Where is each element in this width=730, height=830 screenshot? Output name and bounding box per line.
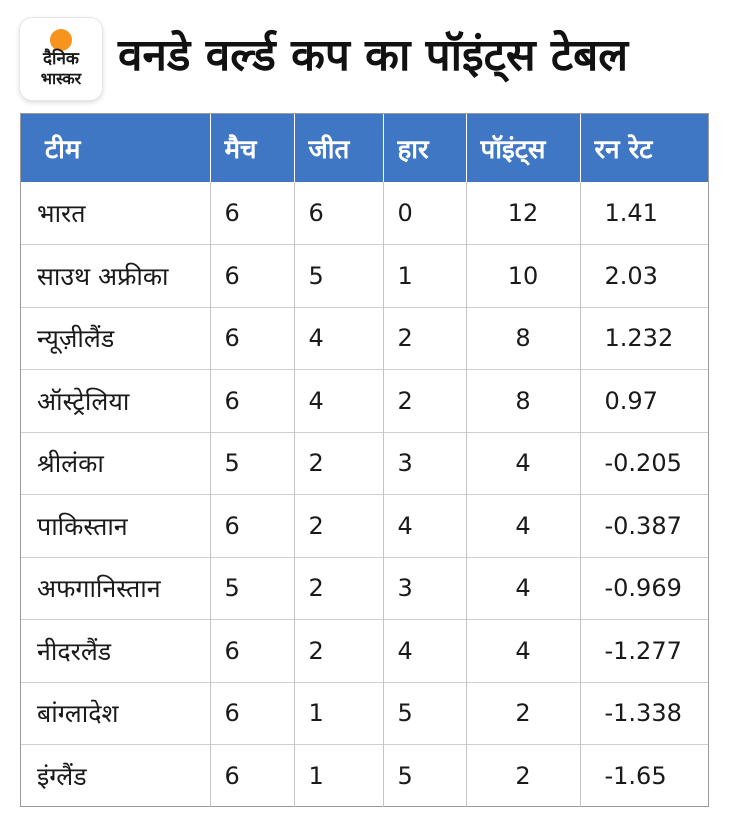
cell-team-name: अफगानिस्तान: [21, 557, 210, 620]
cell-net-run-rate: 2.03: [580, 245, 708, 308]
table-row: [21, 245, 708, 308]
cell-lost: 5: [383, 745, 466, 808]
cell-team-name: नीदरलैंड: [21, 620, 210, 683]
cell-points: 4: [466, 495, 580, 558]
cell-points: 4: [466, 557, 580, 620]
cell-points: 2: [466, 745, 580, 808]
table-row: [21, 745, 708, 808]
cell-matches: 5: [210, 557, 294, 620]
cell-net-run-rate: -0.205: [580, 432, 708, 495]
cell-won: 2: [294, 432, 383, 495]
cell-net-run-rate: 1.232: [580, 307, 708, 370]
cell-matches: 5: [210, 432, 294, 495]
page-title: वनडे वर्ल्ड कप का पॉइंट्स टेबल: [118, 30, 629, 81]
cell-net-run-rate: 0.97: [580, 370, 708, 433]
cell-matches: 6: [210, 370, 294, 433]
cell-points: 12: [466, 182, 580, 245]
table-header-row: [21, 114, 708, 182]
cell-won: 2: [294, 620, 383, 683]
cell-team-name: साउथ अफ्रीका: [21, 245, 210, 308]
cell-lost: 3: [383, 432, 466, 495]
table-row: [21, 182, 708, 245]
sun-icon: [50, 29, 72, 51]
cell-team-name: भारत: [37, 199, 86, 228]
cell-matches: 6: [210, 682, 294, 745]
logo-text-line2: भास्कर: [40, 69, 82, 88]
table-row: [21, 370, 708, 433]
cell-won: 4: [294, 370, 383, 433]
cell-points: 2: [466, 682, 580, 745]
cell-points: 8: [466, 307, 580, 370]
cell-team-name: बांग्लादेश: [21, 682, 210, 745]
col-header-team: टीम: [45, 135, 81, 165]
cell-points: 10: [466, 245, 580, 308]
col-header-lost: हार: [383, 114, 466, 182]
cell-lost: 2: [383, 307, 466, 370]
cell-net-run-rate: -1.338: [580, 682, 708, 745]
table-body: [21, 182, 708, 807]
dainik-bhaskar-logo: [20, 18, 102, 100]
cell-won: 2: [294, 557, 383, 620]
cell-lost: 5: [383, 682, 466, 745]
col-header-points: पॉइंट्स: [466, 114, 580, 182]
table-row: [21, 495, 708, 558]
points-table: [20, 113, 709, 807]
cell-net-run-rate: -1.277: [580, 620, 708, 683]
cell-matches: 6: [210, 745, 294, 808]
cell-net-run-rate: 1.41: [580, 182, 708, 245]
table-row: [21, 682, 708, 745]
cell-lost: 0: [383, 182, 466, 245]
cell-won: 6: [294, 182, 383, 245]
cell-net-run-rate: -0.387: [580, 495, 708, 558]
cell-team-name: ऑस्ट्रेलिया: [21, 370, 210, 433]
cell-lost: 1: [383, 245, 466, 308]
cell-lost: 4: [383, 620, 466, 683]
cell-won: 4: [294, 307, 383, 370]
cell-matches: 6: [210, 182, 294, 245]
cell-won: 2: [294, 495, 383, 558]
cell-net-run-rate: -0.969: [580, 557, 708, 620]
cell-matches: 6: [210, 307, 294, 370]
cell-won: 1: [294, 745, 383, 808]
cell-team-name: न्यूज़ीलैंड: [21, 307, 210, 370]
table-row: [21, 307, 708, 370]
cell-team-name: श्रीलंका: [21, 432, 210, 495]
col-header-won: जीत: [294, 114, 383, 182]
cell-lost: 3: [383, 557, 466, 620]
cell-points: 8: [466, 370, 580, 433]
table-row: [21, 620, 708, 683]
table-row: [21, 432, 708, 495]
table-row: [21, 557, 708, 620]
cell-team-name: पाकिस्तान: [21, 495, 210, 558]
cell-points: 4: [466, 620, 580, 683]
cell-matches: 6: [210, 620, 294, 683]
cell-won: 5: [294, 245, 383, 308]
cell-lost: 2: [383, 370, 466, 433]
cell-matches: 6: [210, 245, 294, 308]
logo-text-line1: दैनिक: [43, 49, 79, 69]
cell-lost: 4: [383, 495, 466, 558]
cell-points: 4: [466, 432, 580, 495]
cell-matches: 6: [210, 495, 294, 558]
col-header-net-run-rate: रन रेट: [580, 114, 708, 182]
cell-net-run-rate: -1.65: [580, 745, 708, 808]
cell-team-name: इंग्लैंड: [21, 745, 210, 808]
page-header: [0, 0, 730, 108]
cell-won: 1: [294, 682, 383, 745]
col-header-matches: मैच: [210, 114, 294, 182]
